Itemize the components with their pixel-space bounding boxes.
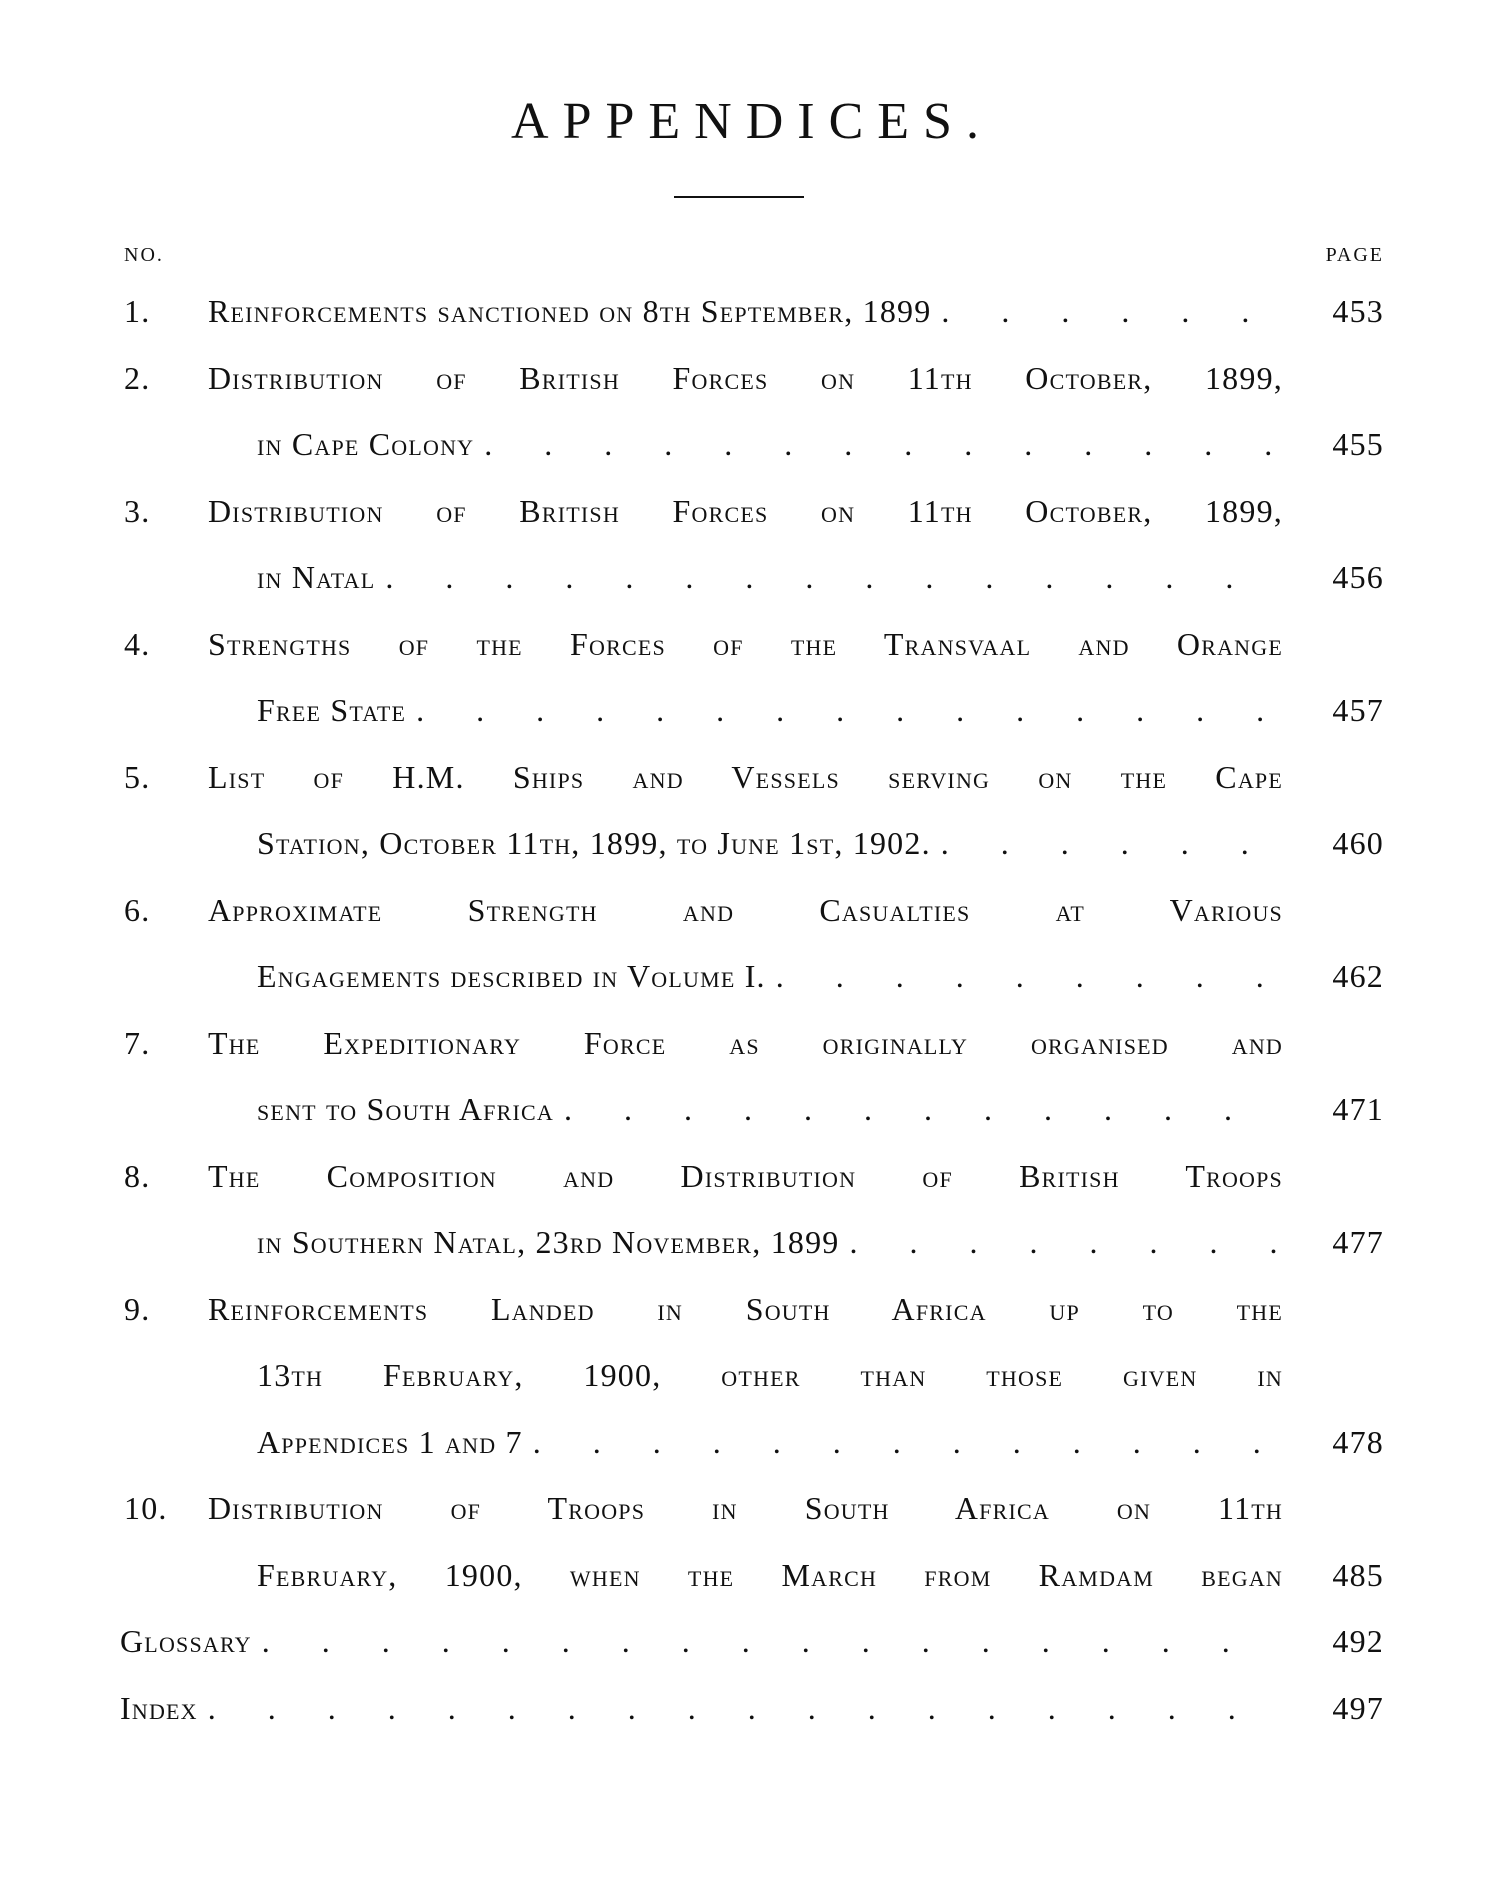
entry-number: 4. bbox=[124, 625, 151, 662]
index-entry[interactable] bbox=[0, 1675, 1504, 1742]
entry-title: Distribution of Troops in South Africa on 11th bbox=[208, 1490, 1283, 1526]
dot-leader bbox=[931, 810, 1283, 877]
entry-title-continued: in Southern Natal, 23rd November, 1899 bbox=[257, 1224, 840, 1260]
glossary-label: Glossary bbox=[120, 1623, 252, 1659]
dot-leader bbox=[931, 278, 1283, 345]
entry-number: 3. bbox=[124, 492, 151, 529]
dot-leader bbox=[766, 943, 1283, 1010]
entry-title: Reinforcements Landed in South Africa up to the bbox=[208, 1290, 1283, 1327]
entry-page-number: 478 bbox=[1332, 1423, 1384, 1460]
appendix-entry-1[interactable] bbox=[0, 278, 1504, 345]
entry-number: 8. bbox=[124, 1157, 151, 1194]
entry-title: The Composition and Distribution of British Troops bbox=[208, 1157, 1283, 1194]
appendix-entry-3[interactable] bbox=[0, 478, 1504, 611]
appendix-entry-4[interactable] bbox=[0, 611, 1504, 744]
appendix-entry-2[interactable] bbox=[0, 345, 1504, 478]
entry-title-continued: Engagements described in Volume I. bbox=[257, 958, 766, 994]
entry-number: 2. bbox=[124, 359, 151, 396]
entry-title-continued: Appendices 1 and 7 bbox=[257, 1423, 523, 1460]
entry-page-number: 460 bbox=[1332, 825, 1384, 861]
number-column-label: NO. bbox=[124, 244, 164, 266]
dot-leader bbox=[406, 677, 1283, 744]
entry-page-number: 457 bbox=[1332, 692, 1384, 728]
appendix-entry-7[interactable] bbox=[0, 1010, 1504, 1143]
entry-title: List of H.M. Ships and Vessels serving on the Cape bbox=[208, 758, 1283, 795]
entry-number: 6. bbox=[124, 891, 151, 928]
entry-title-continued: February, 1900, when the March from Ramdam began bbox=[257, 1556, 1283, 1593]
title-divider bbox=[674, 196, 804, 198]
entry-number: 1. bbox=[124, 293, 151, 329]
dot-leader bbox=[554, 1076, 1283, 1143]
entry-page-number: 453 bbox=[1332, 293, 1384, 329]
entry-title: Reinforcements sanctioned on 8th September, 1899 bbox=[208, 293, 932, 329]
dot-leader bbox=[252, 1608, 1283, 1675]
dot-leader bbox=[375, 544, 1283, 611]
entry-title: Strengths of the Forces of the Transvaal and Orange bbox=[208, 625, 1283, 662]
dot-leader bbox=[840, 1209, 1283, 1276]
entry-number: 10. bbox=[124, 1490, 168, 1526]
entry-number: 7. bbox=[124, 1024, 151, 1061]
entry-number: 5. bbox=[124, 758, 151, 795]
entry-page-number: 462 bbox=[1332, 958, 1384, 994]
entry-page-number: 456 bbox=[1332, 559, 1384, 595]
entry-page-number: 477 bbox=[1332, 1224, 1384, 1260]
appendix-entry-8[interactable] bbox=[0, 1143, 1504, 1276]
index-label: Index bbox=[120, 1689, 198, 1726]
entry-number: 9. bbox=[124, 1290, 151, 1327]
dot-leader bbox=[198, 1675, 1283, 1742]
appendix-entry-9[interactable] bbox=[0, 1276, 1504, 1476]
entry-title-continued: in Natal bbox=[257, 559, 376, 595]
entry-page-number: 471 bbox=[1332, 1091, 1384, 1127]
index-page-number: 497 bbox=[1332, 1689, 1384, 1726]
entry-title: Approximate Strength and Casualties at Various bbox=[208, 891, 1283, 928]
appendix-entry-10[interactable] bbox=[0, 1475, 1504, 1608]
entry-title-continued: Free State bbox=[257, 692, 407, 728]
entry-title-continued: 13th February, 1900, other than those given in bbox=[257, 1357, 1283, 1393]
glossary-page-number: 492 bbox=[1332, 1623, 1384, 1659]
entry-title-continued: in Cape Colony bbox=[257, 426, 475, 462]
appendix-entry-6[interactable] bbox=[0, 877, 1504, 1010]
entry-title: Distribution of British Forces on 11th October, 1899, bbox=[208, 359, 1283, 396]
dot-leader bbox=[523, 1409, 1283, 1476]
page-title: APPENDICES. bbox=[511, 93, 993, 150]
entry-page-number: 485 bbox=[1332, 1556, 1384, 1593]
entry-title-continued: Station, October 11th, 1899, to June 1st, 1902. bbox=[257, 825, 931, 861]
appendix-entry-5[interactable] bbox=[0, 744, 1504, 877]
entry-title: The Expeditionary Force as originally organised and bbox=[208, 1024, 1283, 1061]
entry-title-continued: sent to South Africa bbox=[257, 1091, 554, 1127]
appendix-list bbox=[0, 278, 1504, 1741]
dot-leader bbox=[474, 411, 1283, 478]
entry-page-number: 455 bbox=[1332, 426, 1384, 462]
glossary-entry[interactable] bbox=[0, 1608, 1504, 1675]
page-column-label: PAGE bbox=[1325, 244, 1384, 266]
entry-title: Distribution of British Forces on 11th October, 1899, bbox=[208, 492, 1283, 529]
